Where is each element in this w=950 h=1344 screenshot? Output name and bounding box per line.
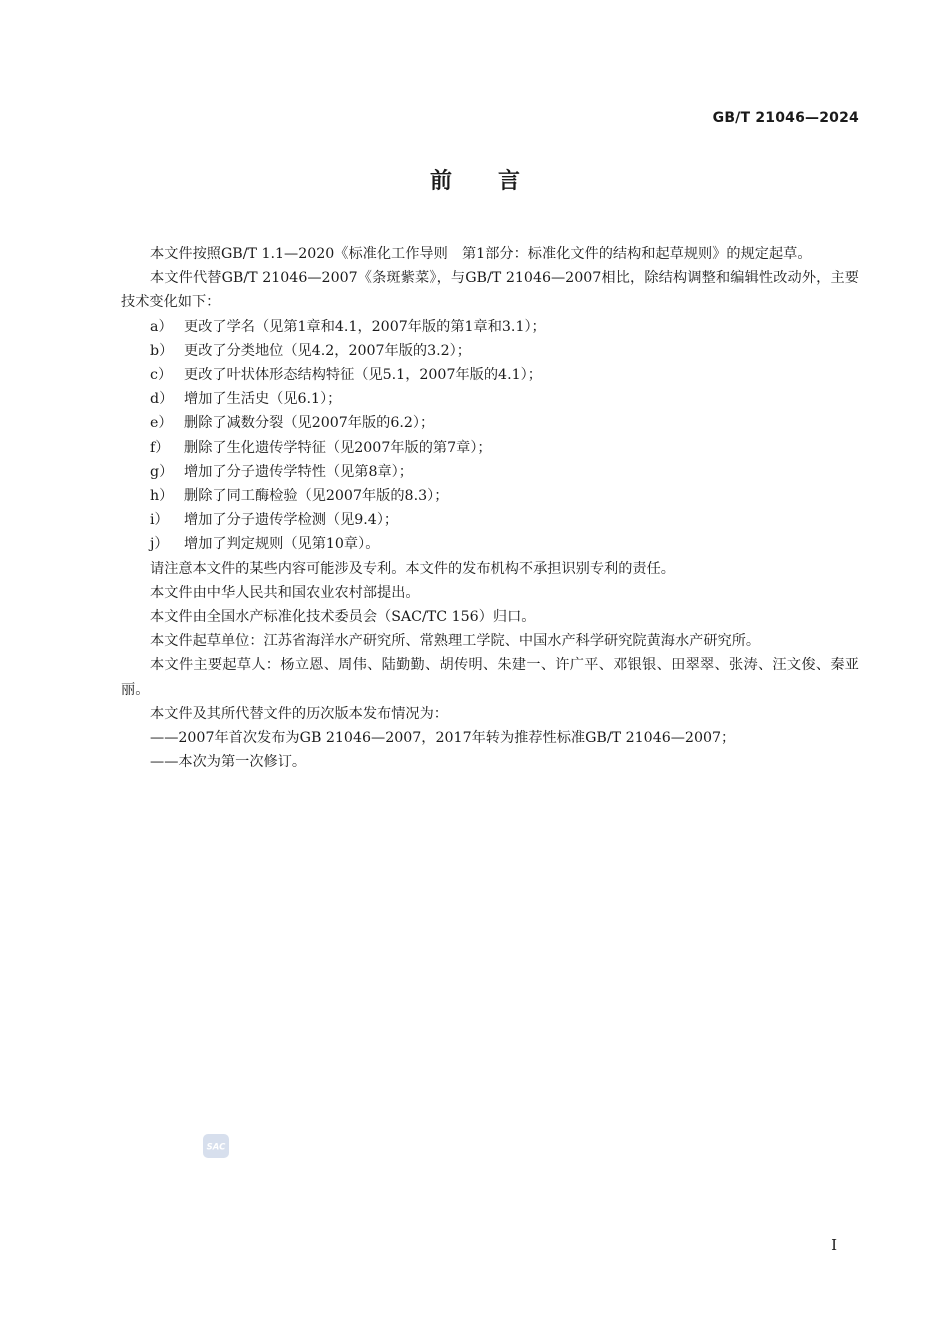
list-item-label: d） bbox=[150, 391, 174, 408]
list-item bbox=[121, 532, 859, 556]
paragraph-drafting-basis: 本文件按照GB/T 1.1—2020《标准化工作导则 第1部分：标准化文件的结构和起草规则》的规定起草。 bbox=[150, 246, 812, 262]
list-item-label: g） bbox=[150, 463, 174, 480]
list-item-text: 删除了生化遗传学特征（见2007年版的第7章）； bbox=[184, 439, 492, 456]
list-item-text: 删除了同工酶检验（见2007年版的8.3）； bbox=[184, 488, 449, 505]
list-item-text: 更改了分类地位（见4.2，2007年版的3.2）； bbox=[184, 342, 471, 359]
list-item-text: 更改了学名（见第1章和4.1，2007年版的第1章和3.1）； bbox=[184, 318, 546, 335]
standard-number: GB/T 21046—2024 bbox=[712, 110, 859, 126]
paragraph-drafters: 本文件主要起草人：杨立恩、周伟、陆勤勤、胡传明、朱建一、许广平、邓银银、田翠翠、张涛、汪文俊、秦亚丽。 bbox=[121, 657, 859, 698]
paragraph-drafting-units: 本文件起草单位：江苏省海洋水产研究所、常熟理工学院、中国水产科学研究院黄海水产研究所。 bbox=[150, 633, 761, 650]
list-item-text: 增加了判定规则（见第10章）。 bbox=[184, 536, 380, 553]
page-title: 前言 bbox=[429, 169, 566, 194]
paragraph-history-intro: 本文件及其所代替文件的历次版本发布情况为： bbox=[150, 705, 448, 722]
list-item-label: j） bbox=[150, 536, 169, 553]
list-item-label: b） bbox=[150, 342, 174, 359]
history-item: ——2007年首次发布为GB 21046—2007，2017年转为推荐性标准GB/T 21046—2007； bbox=[150, 730, 736, 747]
list-item-text: 更改了叶状体形态结构特征（见5.1，2007年版的4.1）； bbox=[184, 367, 542, 384]
history-list bbox=[121, 726, 859, 774]
history-item: ——本次为第一次修订。 bbox=[150, 754, 307, 771]
list-item-label: i） bbox=[150, 512, 169, 529]
sac-logo-text: SAC bbox=[206, 1142, 226, 1153]
list-item bbox=[121, 339, 859, 363]
paragraph-committee: 本文件由全国水产标准化技术委员会（SAC/TC 156）归口。 bbox=[150, 609, 536, 626]
list-item-label: h） bbox=[150, 488, 174, 505]
list-item bbox=[121, 387, 859, 411]
changes-list bbox=[121, 315, 859, 557]
list-item-label: f） bbox=[150, 439, 170, 456]
list-item-label: a） bbox=[150, 318, 173, 335]
sac-logo-icon bbox=[203, 1134, 229, 1158]
list-item-text: 删除了减数分裂（见2007年版的6.2）； bbox=[184, 415, 435, 432]
list-item-text: 增加了分子遗传学检测（见9.4）； bbox=[184, 512, 399, 529]
list-item-text: 增加了分子遗传学特性（见第8章）； bbox=[184, 463, 413, 480]
list-item bbox=[121, 436, 859, 460]
list-item bbox=[121, 315, 859, 339]
list-item bbox=[121, 508, 859, 532]
list-item-label: c） bbox=[150, 367, 173, 384]
list-item bbox=[121, 411, 859, 435]
list-item-text: 增加了生活史（见6.1）； bbox=[184, 391, 342, 408]
list-item-label: e） bbox=[150, 415, 173, 432]
page-number: I bbox=[831, 1236, 837, 1254]
paragraph-patent-notice: 请注意本文件的某些内容可能涉及专利。本文件的发布机构不承担识别专利的责任。 bbox=[150, 560, 675, 577]
list-item bbox=[121, 484, 859, 508]
paragraph-proposer: 本文件由中华人民共和国农业农村部提出。 bbox=[150, 584, 420, 601]
paragraph-replacement: 本文件代替GB/T 21046—2007《条斑紫菜》，与GB/T 21046—2007相比，除结构调整和编辑性改动外，主要技术变化如下： bbox=[121, 270, 859, 311]
list-item bbox=[121, 363, 859, 387]
list-item bbox=[121, 460, 859, 484]
preface-body bbox=[121, 242, 859, 774]
